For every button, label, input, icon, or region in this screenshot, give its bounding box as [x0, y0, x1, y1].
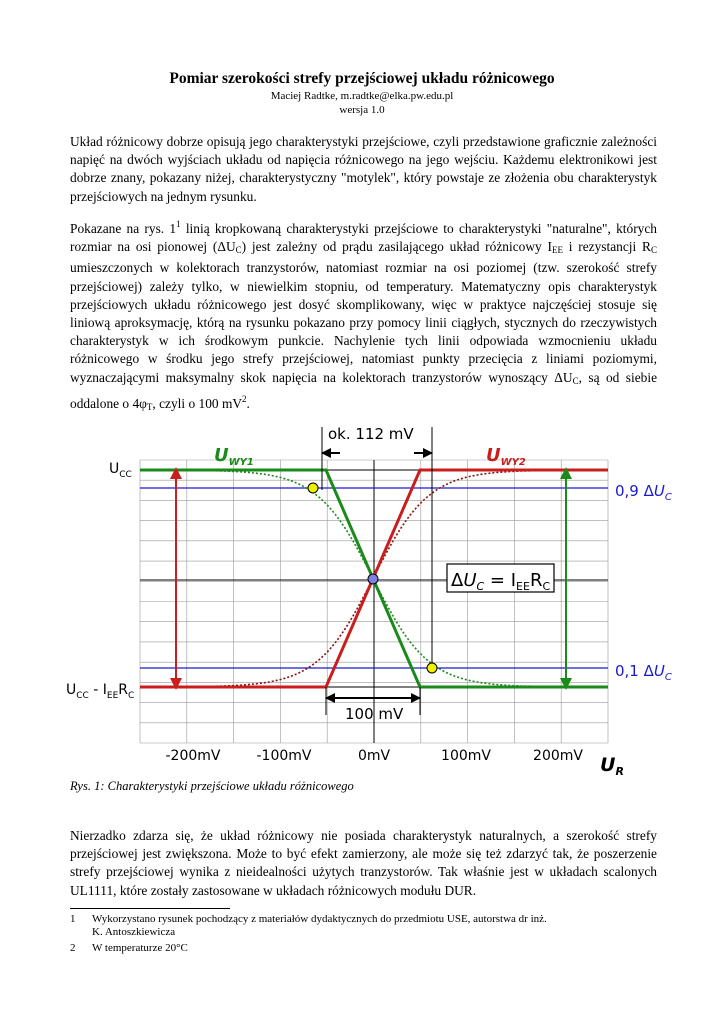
figure-caption: Rys. 1: Charakterystyki przejściowe układu różnicowego	[70, 779, 354, 793]
subscript: C	[572, 375, 579, 386]
footnote-text: W temperaturze 20°C	[92, 942, 188, 954]
text-run: .	[246, 395, 250, 411]
text-run: linią kropkowaną charakterystyki przejściowe to charakterystyki "naturalne", których rozmiar na osi pionowej (ΔU	[70, 221, 657, 255]
formula-text: $\Delta U_C = I_{EE}R_C$	[451, 570, 551, 593]
footnote-1	[70, 913, 547, 926]
footnote-ref-1[interactable]: 1	[176, 219, 181, 229]
x-tick-labels	[166, 748, 584, 764]
ucc-label: $U_{CC}$	[109, 461, 132, 480]
marker-09-point	[308, 483, 318, 493]
footnote-separator	[70, 908, 230, 909]
subscript: T	[146, 401, 153, 412]
subscript: EE	[551, 245, 563, 256]
footnote-number: 1	[70, 913, 76, 925]
text-run: Pokazane na rys. 1	[70, 221, 177, 236]
center-point	[368, 574, 378, 584]
x-tick-label: -100mV	[256, 748, 312, 764]
paragraph-description	[70, 215, 657, 416]
text-run: , czyli o 100 mV	[152, 395, 243, 411]
footnote-text: Wykorzystano rysunek pochodzący z materiałów dydaktycznych do przedmiotu USE, autorstwa dr inż.	[92, 913, 547, 925]
uwy1-label: $U_{WY1}$	[214, 445, 254, 468]
text-run: umieszczonych w kolektorach tranzystorów, natomiast rozmiar na osi poziomej (tzw. szerokość strefy przejściowej) zależy tylko, w niewielkim stopniu, od temperatury. Matematyczny opis charakterystyk przejściowych układu różnicowego jest dosyć skomplikowany, więc w praktyce najczęściej stosuje się liniową aproksymację, którą na rysunku pokazano przy pomocy linii ciągłych, stycznych do rzeczywistych charakterystyk w ich środkowym punkcie. Nachylenie tych linii odpowiada wzmocnieniu układu różnicowego w środku jego strefy przejściowej, natomiast punkty przecięcia z liniami poziomymi, wyznaczającymi maksymalny skok napięcia na kolektorach tranzystorów wynoszący ΔU	[70, 260, 657, 385]
x-tick-label: -200mV	[165, 748, 221, 764]
x-tick-label: 0mV	[357, 748, 391, 764]
paragraph-intro: Układ różnicowy dobrze opisują jego charakterystyki przejściowe, czyli przedstawione graficznie zależności napięć na dwóch wyjściach układu od napięcia różnicowego na jego wejściu. Każdemu elektronikowi jest dobrze znany, pokazany niżej, charakterystyczny "motylek", który powstaje ze złożenia obu charakterystyk przejściowych na jednym rysunku.	[70, 134, 657, 204]
version-line: wersja 1.0	[339, 104, 385, 116]
author-line: Maciej Radtke, m.radtke@elka.pw.edu.pl	[270, 90, 454, 102]
ref-09-label: 0,9 $\Delta U_C$	[615, 482, 672, 503]
footnote-number: 2	[70, 942, 76, 954]
footnote-2	[70, 942, 188, 955]
subscript: C	[235, 245, 242, 256]
low-level-label: $U_{CC} - I_{EE}R_C$	[66, 682, 135, 701]
bottom-width-label: 100 mV	[345, 705, 404, 723]
uwy2-label: $U_{WY2}$	[486, 445, 526, 468]
marker-01-point	[427, 663, 437, 673]
top-width-label: ok. 112 mV	[328, 425, 414, 443]
text-run: i rezystancji R	[562, 239, 651, 255]
transfer-characteristics-figure	[0, 415, 724, 780]
ref-01-label: 0,1 $\Delta U_C$	[615, 662, 672, 683]
paragraph-widened-zone: Nierzadko zdarza się, że układ różnicowy nie posiada charakterystyk naturalnych, a szerokość strefy przejściowej jest zwiększona. Może to być efekt zamierzony, ale może się też zdarzyć tak, że poszerzenie strefy przejściowej wynika z nieidealności użytych tranzystorów. Tak właśnie jest w układach scalonych UL1111, które zostały zastosowane w układach różnicowych modułu DUR.	[70, 828, 657, 898]
axis-label-ur: $U_R$	[600, 754, 624, 778]
document-title: Pomiar szerokości strefy przejściowej układu różnicowego	[169, 70, 555, 87]
footnote-1-continuation: K. Antoszkiewicza	[92, 926, 176, 938]
x-tick-label: 100mV	[441, 748, 491, 764]
text-run: ) jest zależny od prądu zasilającego układ różnicowy I	[241, 239, 552, 255]
footnote-ref-2[interactable]: 2	[242, 393, 247, 404]
subscript: C	[650, 245, 657, 256]
x-tick-label: 200mV	[533, 748, 583, 764]
text-run: , są od siebie oddalone o 4φ	[70, 369, 658, 411]
